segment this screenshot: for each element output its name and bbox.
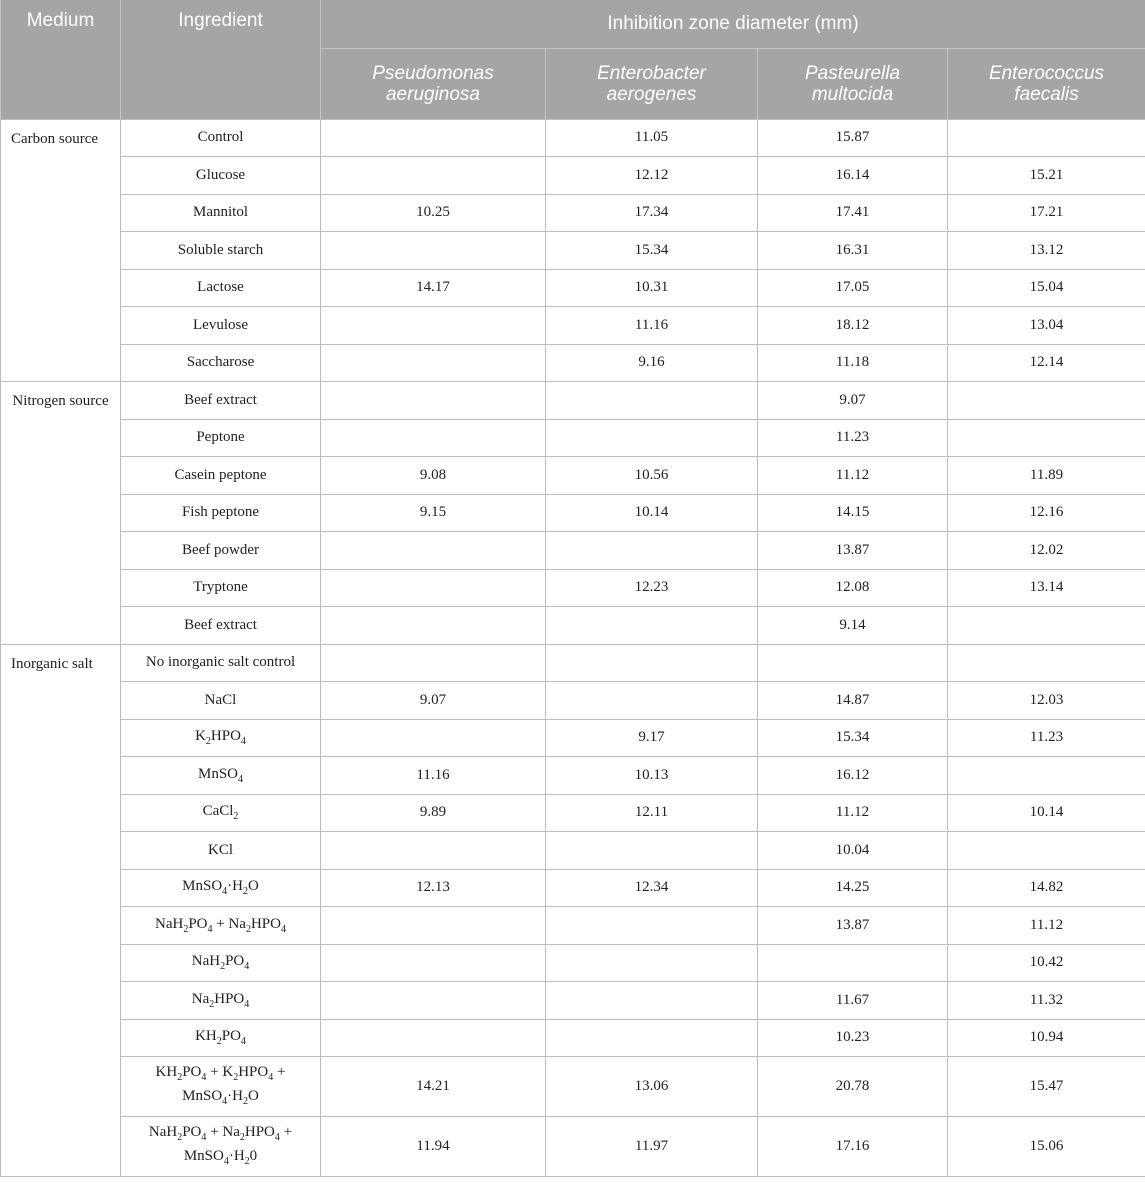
value-cell: [948, 119, 1145, 157]
value-cell: 11.12: [948, 907, 1145, 945]
value-cell: 14.21: [321, 1057, 546, 1117]
value-cell: 14.25: [758, 869, 948, 907]
value-cell: 12.13: [321, 869, 546, 907]
value-cell: 10.25: [321, 194, 546, 232]
value-cell: 12.34: [546, 869, 758, 907]
ingredient-cell: $KH_2PO_4 + K_2HPO_4$ + $MnSO_4\cdot H_2O$: [121, 1057, 321, 1117]
value-cell: [321, 944, 546, 982]
value-cell: 14.87: [758, 682, 948, 720]
value-cell: 12.23: [546, 569, 758, 607]
medium-cell: Carbon source: [1, 119, 121, 382]
ingredient-cell: $NaH_2PO_4 + Na_2HPO_4$ + $MnSO_4\cdot H_20$: [121, 1117, 321, 1177]
value-cell: 9.15: [321, 494, 546, 532]
value-cell: 10.23: [758, 1019, 948, 1057]
header-bacterium: Enterobacter aerogenes: [546, 48, 758, 119]
ingredient-cell: $K_2HPO_4$: [121, 719, 321, 757]
value-cell: 12.11: [546, 794, 758, 832]
value-cell: [546, 607, 758, 645]
value-cell: 10.56: [546, 457, 758, 495]
value-cell: [546, 532, 758, 570]
value-cell: [321, 644, 546, 682]
table-row: [1, 232, 1145, 270]
value-cell: 15.34: [546, 232, 758, 270]
value-cell: [546, 419, 758, 457]
ingredient-cell: Soluble starch: [121, 232, 321, 270]
ingredient-cell: Tryptone: [121, 569, 321, 607]
ingredient-cell: Beef extract: [121, 382, 321, 420]
table-body: [1, 119, 1145, 1177]
table-row: [1, 682, 1145, 720]
ingredient-cell: Peptone: [121, 419, 321, 457]
value-cell: 11.16: [546, 307, 758, 345]
table-row: [1, 1057, 1145, 1117]
value-cell: [321, 344, 546, 382]
table-row: [1, 607, 1145, 645]
value-cell: 15.47: [948, 1057, 1145, 1117]
ingredient-cell: Levulose: [121, 307, 321, 345]
value-cell: 17.41: [758, 194, 948, 232]
value-cell: [546, 907, 758, 945]
value-cell: 11.94: [321, 1117, 546, 1177]
value-cell: 15.06: [948, 1117, 1145, 1177]
ingredient-cell: Lactose: [121, 269, 321, 307]
table-row: [1, 794, 1145, 832]
table-row: [1, 1019, 1145, 1057]
table-header: [1, 0, 1145, 119]
table-row: [1, 307, 1145, 345]
value-cell: 13.12: [948, 232, 1145, 270]
ingredient-cell: KCl: [121, 832, 321, 870]
table-row: [1, 644, 1145, 682]
value-cell: 15.04: [948, 269, 1145, 307]
value-cell: 12.08: [758, 569, 948, 607]
value-cell: [948, 644, 1145, 682]
table-row: [1, 944, 1145, 982]
ingredient-cell: Mannitol: [121, 194, 321, 232]
value-cell: 17.05: [758, 269, 948, 307]
value-cell: 11.23: [948, 719, 1145, 757]
value-cell: [546, 982, 758, 1020]
value-cell: 12.14: [948, 344, 1145, 382]
value-cell: 10.13: [546, 757, 758, 795]
table-row: [1, 269, 1145, 307]
value-cell: 9.17: [546, 719, 758, 757]
value-cell: [321, 832, 546, 870]
value-cell: [546, 644, 758, 682]
value-cell: [546, 1019, 758, 1057]
value-cell: 14.15: [758, 494, 948, 532]
value-cell: 13.87: [758, 532, 948, 570]
value-cell: 9.08: [321, 457, 546, 495]
value-cell: 11.05: [546, 119, 758, 157]
header-bacterium: Enterococcus faecalis: [948, 48, 1145, 119]
value-cell: 9.07: [321, 682, 546, 720]
medium-cell: Nitrogen source: [1, 382, 121, 645]
value-cell: [321, 307, 546, 345]
value-cell: 15.21: [948, 157, 1145, 195]
value-cell: 17.21: [948, 194, 1145, 232]
ingredient-cell: NaCl: [121, 682, 321, 720]
ingredient-cell: Fish peptone: [121, 494, 321, 532]
table-row: [1, 119, 1145, 157]
value-cell: 11.12: [758, 794, 948, 832]
value-cell: 9.89: [321, 794, 546, 832]
ingredient-cell: Beef extract: [121, 607, 321, 645]
value-cell: [758, 944, 948, 982]
ingredient-cell: Control: [121, 119, 321, 157]
value-cell: [321, 382, 546, 420]
value-cell: [321, 119, 546, 157]
value-cell: [546, 832, 758, 870]
value-cell: 10.94: [948, 1019, 1145, 1057]
value-cell: 17.34: [546, 194, 758, 232]
header-medium: Medium: [1, 0, 121, 119]
value-cell: [546, 944, 758, 982]
table-row: [1, 457, 1145, 495]
value-cell: 10.14: [546, 494, 758, 532]
ingredient-cell: $NaH_2PO_4$: [121, 944, 321, 982]
ingredient-cell: $KH_2PO_4$: [121, 1019, 321, 1057]
value-cell: 10.31: [546, 269, 758, 307]
value-cell: 11.18: [758, 344, 948, 382]
value-cell: 12.03: [948, 682, 1145, 720]
value-cell: 11.32: [948, 982, 1145, 1020]
value-cell: 9.14: [758, 607, 948, 645]
value-cell: 15.34: [758, 719, 948, 757]
value-cell: [321, 569, 546, 607]
value-cell: 10.42: [948, 944, 1145, 982]
value-cell: [948, 382, 1145, 420]
value-cell: 20.78: [758, 1057, 948, 1117]
ingredient-cell: MnSO$_4$: [121, 757, 321, 795]
value-cell: [321, 607, 546, 645]
value-cell: 12.02: [948, 532, 1145, 570]
table-row: [1, 832, 1145, 870]
ingredient-cell: Saccharose: [121, 344, 321, 382]
ingredient-cell: $NaH_2PO_4 + Na_2HPO_4$: [121, 907, 321, 945]
value-cell: 13.14: [948, 569, 1145, 607]
value-cell: [321, 982, 546, 1020]
value-cell: 16.14: [758, 157, 948, 195]
value-cell: 12.16: [948, 494, 1145, 532]
value-cell: 11.16: [321, 757, 546, 795]
value-cell: 13.04: [948, 307, 1145, 345]
table-row: [1, 344, 1145, 382]
ingredient-cell: $MnSO_4\cdot H_2O$: [121, 869, 321, 907]
value-cell: [321, 157, 546, 195]
value-cell: 11.12: [758, 457, 948, 495]
value-cell: [321, 532, 546, 570]
value-cell: 14.17: [321, 269, 546, 307]
table-row: [1, 757, 1145, 795]
ingredient-cell: Beef powder: [121, 532, 321, 570]
value-cell: 15.87: [758, 119, 948, 157]
header-ingredient: Ingredient: [121, 0, 321, 119]
value-cell: 10.14: [948, 794, 1145, 832]
table-row: [1, 194, 1145, 232]
table-row: [1, 419, 1145, 457]
value-cell: 18.12: [758, 307, 948, 345]
value-cell: 9.07: [758, 382, 948, 420]
table-row: [1, 494, 1145, 532]
table-row: [1, 157, 1145, 195]
value-cell: 11.97: [546, 1117, 758, 1177]
ingredient-cell: No inorganic salt control: [121, 644, 321, 682]
value-cell: [948, 757, 1145, 795]
table-row: [1, 382, 1145, 420]
value-cell: 11.23: [758, 419, 948, 457]
value-cell: [948, 419, 1145, 457]
value-cell: 12.12: [546, 157, 758, 195]
value-cell: 11.89: [948, 457, 1145, 495]
table-row: [1, 982, 1145, 1020]
value-cell: [321, 232, 546, 270]
value-cell: 13.87: [758, 907, 948, 945]
value-cell: 16.31: [758, 232, 948, 270]
value-cell: 11.67: [758, 982, 948, 1020]
value-cell: 10.04: [758, 832, 948, 870]
table-row: [1, 569, 1145, 607]
table-row: [1, 907, 1145, 945]
value-cell: 17.16: [758, 1117, 948, 1177]
value-cell: 13.06: [546, 1057, 758, 1117]
value-cell: [321, 419, 546, 457]
header-bacterium: Pseudomonas aeruginosa: [321, 48, 546, 119]
ingredient-cell: CaCl$_2$: [121, 794, 321, 832]
header-inhibition-zone: Inhibition zone diameter (mm): [321, 0, 1145, 48]
value-cell: [546, 682, 758, 720]
ingredient-cell: Casein peptone: [121, 457, 321, 495]
value-cell: [321, 1019, 546, 1057]
value-cell: [758, 644, 948, 682]
header-bacterium: Pasteurella multocida: [758, 48, 948, 119]
value-cell: 14.82: [948, 869, 1145, 907]
value-cell: [948, 607, 1145, 645]
value-cell: [321, 719, 546, 757]
value-cell: 9.16: [546, 344, 758, 382]
medium-cell: Inorganic salt: [1, 644, 121, 1177]
ingredient-cell: Glucose: [121, 157, 321, 195]
table-row: [1, 869, 1145, 907]
ingredient-cell: $Na_2HPO_4$: [121, 982, 321, 1020]
value-cell: [948, 832, 1145, 870]
table-row: [1, 719, 1145, 757]
value-cell: 16.12: [758, 757, 948, 795]
value-cell: [546, 382, 758, 420]
value-cell: [321, 907, 546, 945]
table-row: [1, 1117, 1145, 1177]
table-row: [1, 532, 1145, 570]
